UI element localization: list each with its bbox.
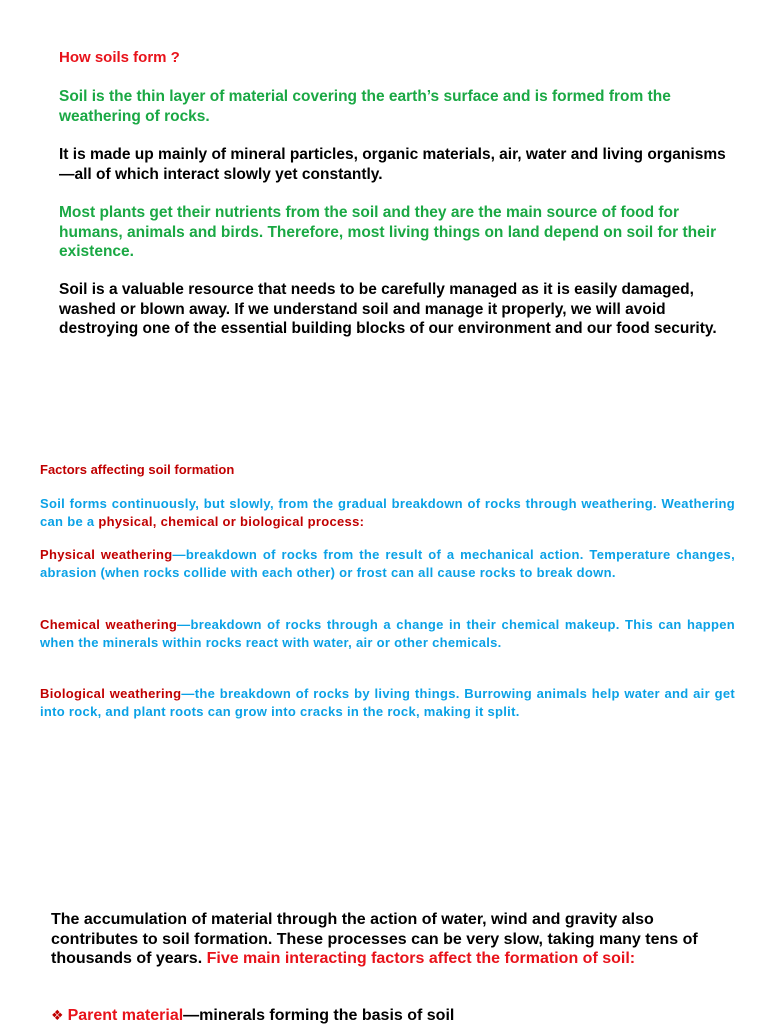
paragraph-soil-definition: Soil is the thin layer of material covering the earth’s surface and is formed from the weathering of rocks.: [59, 88, 671, 125]
paragraph-physical-weathering: [40, 546, 735, 581]
paragraph-weathering-intro: [40, 495, 735, 530]
chemical-weathering-desc: —breakdown of rocks through a change in their chemical makeup. This can happen when the minerals within rocks react with water, air or other chemicals.: [40, 617, 735, 650]
parent-material-desc: —minerals forming the basis of soil: [183, 1007, 455, 1024]
paragraph-soil-composition: It is made up mainly of mineral particles, organic materials, air, water and living organisms—all of which interact slowly yet constantly.: [59, 146, 726, 183]
paragraph-biological-weathering: [40, 685, 735, 720]
section-title-how-soils-form: How soils form ?: [59, 49, 180, 66]
weathering-intro-text: Soil forms continuously, but slowly, from the gradual breakdown of rocks through weathering. Weathering can be a: [40, 496, 735, 529]
diamond-bullet-icon: ❖: [51, 1007, 64, 1023]
chemical-weathering-term: Chemical weathering: [40, 617, 178, 632]
paragraph-accumulation: [51, 910, 741, 969]
bullet-parent-material: [51, 1006, 741, 1026]
accumulation-highlight: Five main interacting factors affect the formation of soil:: [206, 950, 636, 967]
section-title-factors: Factors affecting soil formation: [40, 462, 235, 477]
physical-weathering-term: Physical weathering: [40, 547, 173, 562]
paragraph-soil-nutrients: Most plants get their nutrients from the soil and they are the main source of food for humans, animals and birds. Therefore, most living things on land depend on soil for their existence.: [59, 204, 717, 260]
accumulation-text: The accumulation of material through the action of water, wind and gravity also contributes to soil formation. These processes can be very slow, taking many tens of thousands of years.: [51, 911, 698, 967]
biological-weathering-desc: —the breakdown of rocks by living things. Burrowing animals help water and air get into rock, and plant roots can grow into cracks in the rock, making it split.: [40, 686, 736, 719]
weathering-intro-highlight: physical, chemical or biological process:: [98, 513, 365, 529]
paragraph-soil-resource: Soil is a valuable resource that needs to be carefully managed as it is easily damaged, washed or blown away. If we understand soil and manage it properly, we will avoid destroying one of the essential building blocks of our environment and our food security.: [59, 281, 717, 337]
biological-weathering-term: Biological weathering: [40, 686, 182, 701]
parent-material-term: Parent material: [67, 1007, 184, 1024]
paragraph-chemical-weathering: [40, 616, 735, 651]
physical-weathering-desc: —breakdown of rocks from the result of a mechanical action. Temperature changes, abrasion (when rocks collide with each other) or frost can all cause rocks to break down.: [40, 547, 735, 580]
